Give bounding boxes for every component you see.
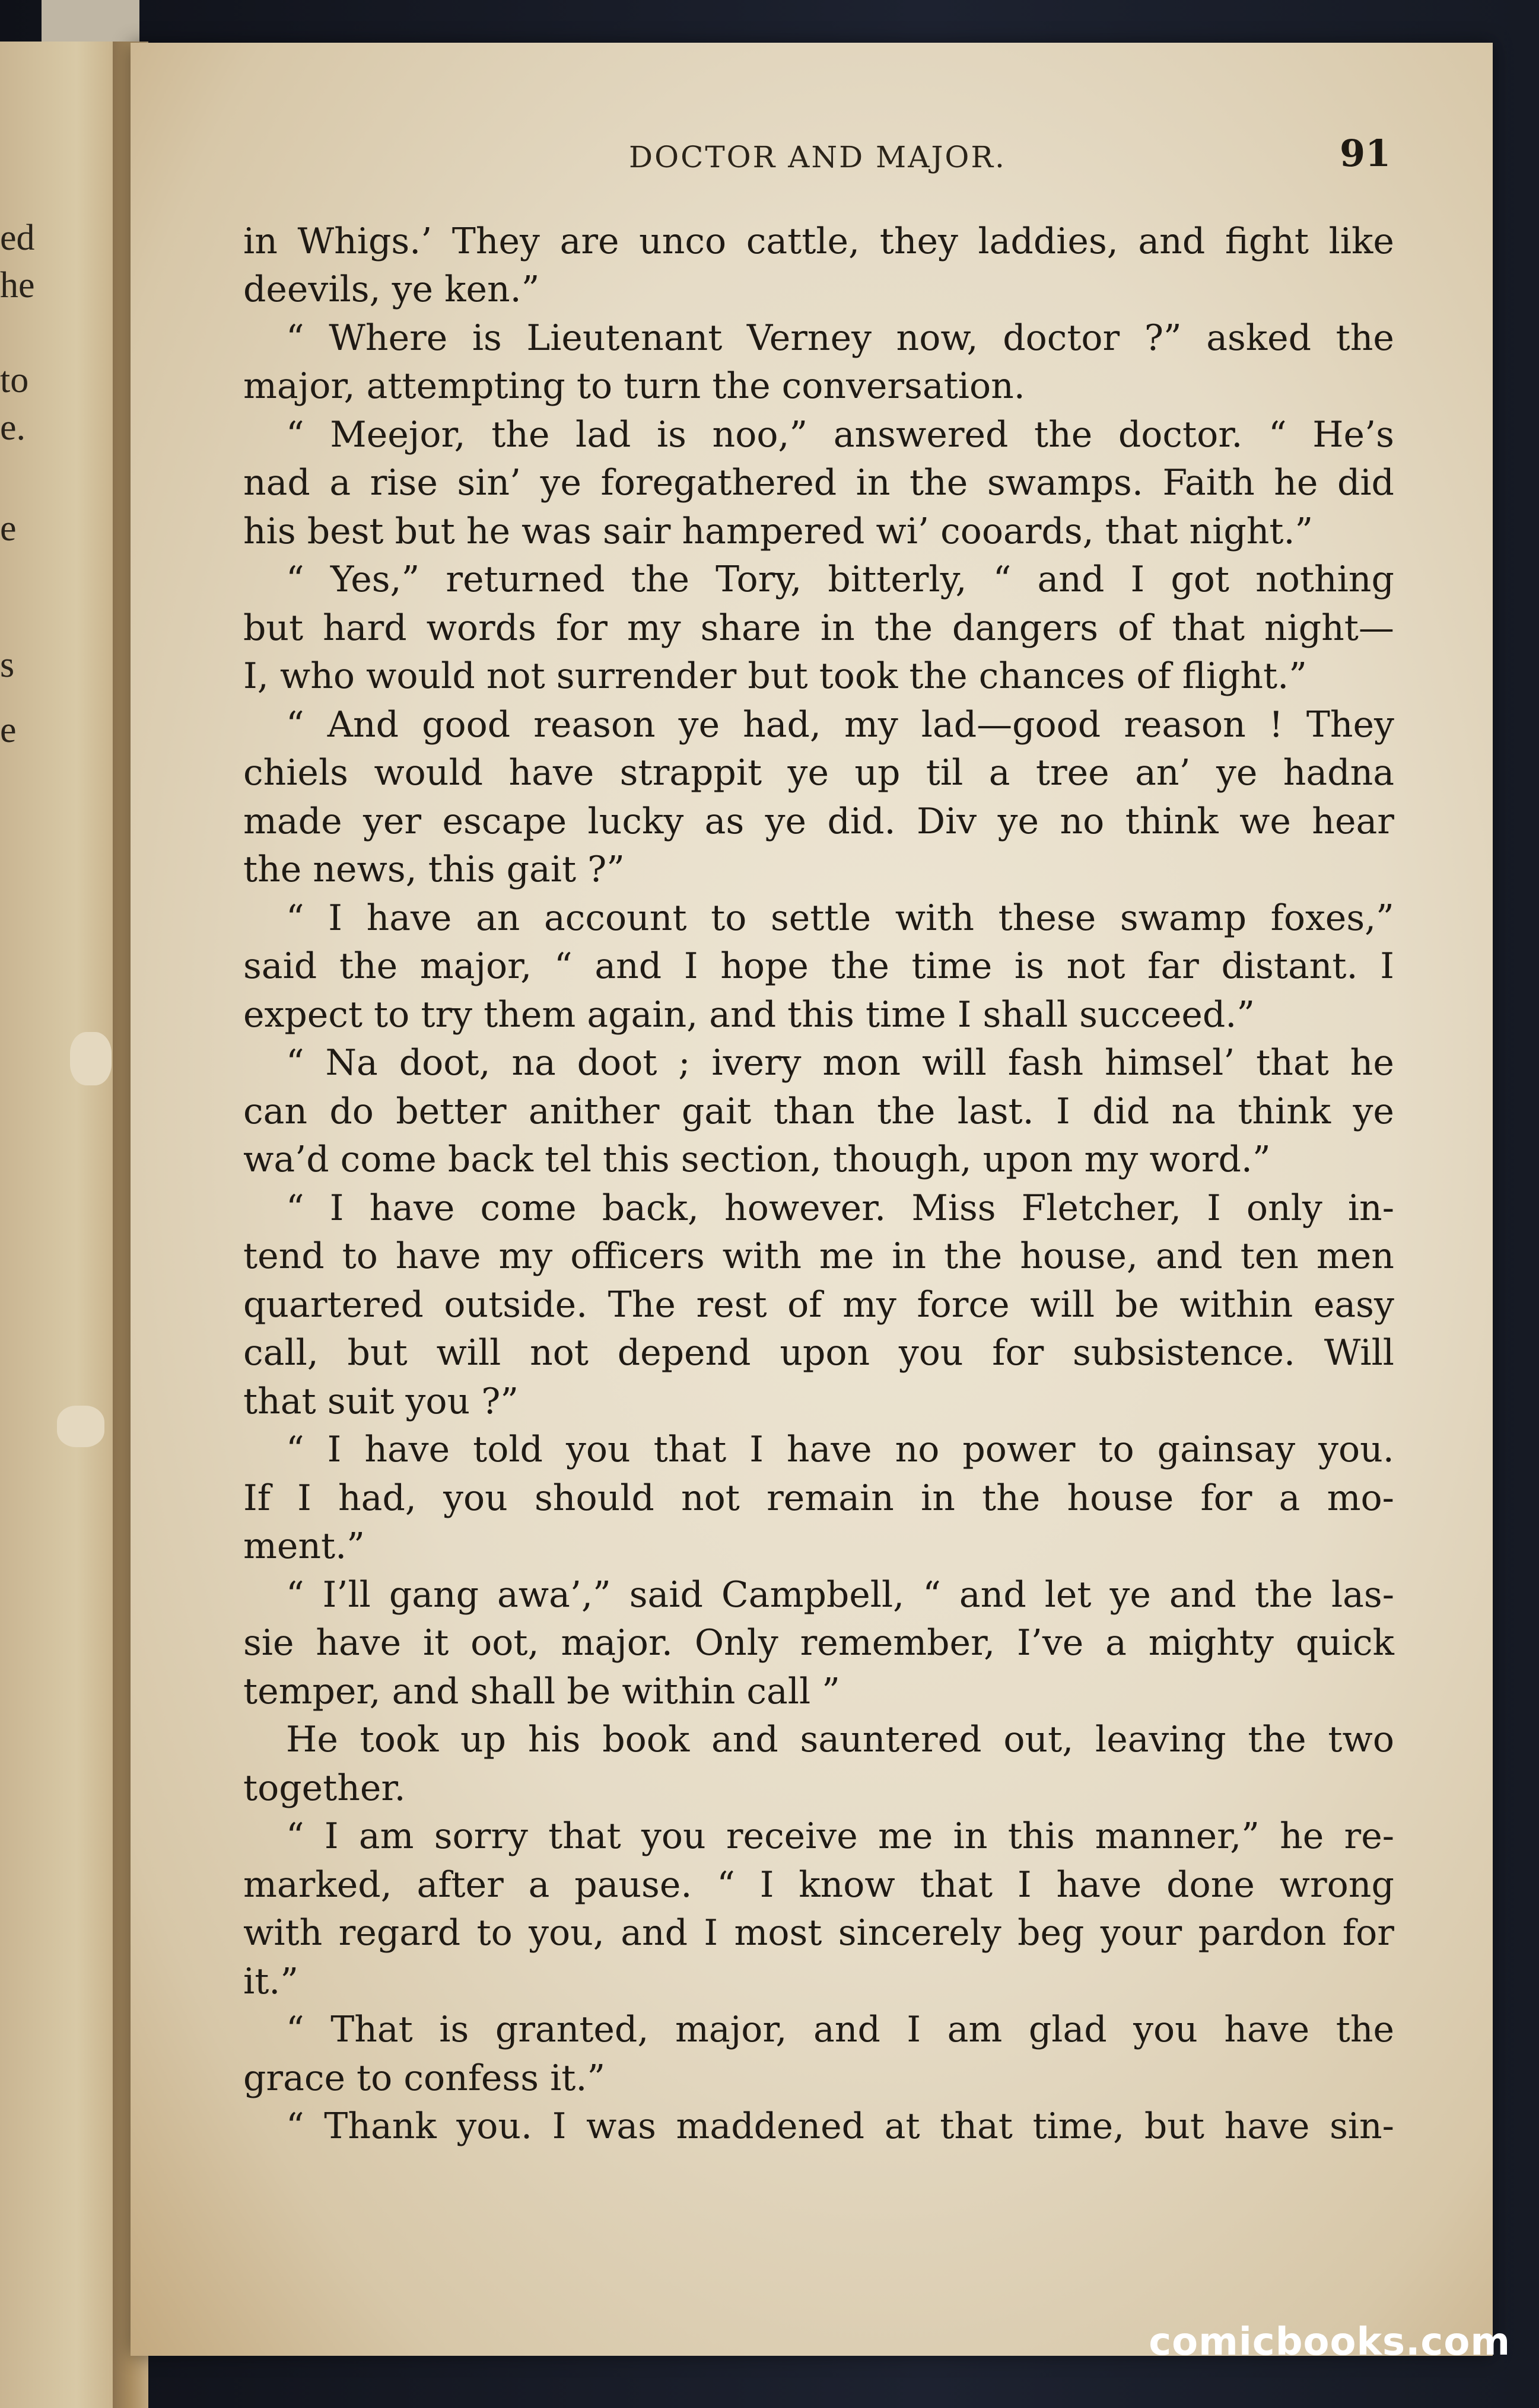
text-line: “ Where is Lieutenant Verney now, doctor ?” asked the	[286, 317, 1394, 359]
facing-page-fragment: e.	[0, 407, 26, 448]
text-line: quartered outside. The rest of my force will be within easy	[243, 1283, 1394, 1326]
page-header	[249, 132, 1436, 179]
text-line: deevils, ye ken.”	[243, 269, 540, 311]
text-line: If I had, you should not remain in the house for a mo-	[243, 1477, 1394, 1519]
text-line: “ Yes,” returned the Tory, bitterly, “ and I got nothing	[286, 559, 1394, 601]
text-line: “ Na doot, na doot ; ivery mon will fash himsel’ that he	[286, 1042, 1394, 1084]
text-line: “ Meejor, the lad is noo,” answered the doctor. “ He’s	[286, 413, 1394, 456]
text-line: He took up his book and sauntered out, leaving the two	[286, 1719, 1394, 1761]
site-watermark: comicbooks.com	[1149, 2320, 1511, 2364]
body-text	[243, 217, 1394, 2151]
text-line: major, attempting to turn the conversation.	[243, 365, 1025, 407]
text-line: in Whigs.’ They are unco cattle, they laddies, and fight like	[243, 220, 1394, 262]
text-line: expect to try them again, and this time I shall succeed.”	[243, 993, 1255, 1036]
facing-page-fragment: he	[0, 265, 35, 305]
text-line: the news, this gait ?”	[243, 849, 625, 891]
text-line: “ Thank you. I was maddened at that time, but have sin-	[286, 2106, 1394, 2148]
text-line: together.	[243, 1767, 406, 1809]
binding-edge	[42, 0, 139, 42]
text-line: marked, after a pause. “ I know that I have done wrong	[243, 1864, 1394, 1906]
text-line: “ I have come back, however. Miss Fletcher, I only in-	[286, 1187, 1394, 1229]
page-number: 91	[1340, 132, 1391, 175]
text-line: made yer escape lucky as ye did. Div ye no think we hear	[243, 800, 1394, 842]
page-tear	[57, 1406, 104, 1447]
text-line: chiels would have strappit ye up til a tree an’ ye hadna	[243, 752, 1394, 794]
text-line: it.”	[243, 1960, 299, 2002]
text-line: that suit you ?”	[243, 1380, 519, 1422]
facing-page-fragment: e	[0, 710, 17, 750]
text-line: “ And good reason ye had, my lad—good reason ! They	[286, 703, 1394, 746]
text-line: “ That is granted, major, and I am glad you have the	[286, 2009, 1394, 2051]
text-line: said the major, “ and I hope the time is not far distant. I	[243, 945, 1394, 988]
text-line: ment.”	[243, 1525, 365, 1568]
text-line: but hard words for my share in the dangers of that night—	[243, 607, 1394, 649]
text-line: “ I have an account to settle with these swamp foxes,”	[286, 897, 1394, 939]
running-head: DOCTOR AND MAJOR.	[629, 140, 1006, 174]
text-line: “ I have told you that I have no power to gainsay you.	[286, 1429, 1394, 1471]
text-line: “ I’ll gang awa’,” said Campbell, “ and let ye and the las-	[286, 1574, 1394, 1616]
page-tear	[70, 1032, 112, 1085]
text-line: grace to confess it.”	[243, 2057, 606, 2099]
text-line: with regard to you, and I most sincerely beg your pardon for	[243, 1912, 1394, 1954]
text-line: can do better anither gait than the last. I did na think ye	[243, 1090, 1394, 1132]
text-line: I, who would not surrender but took the chances of flight.”	[243, 655, 1307, 697]
facing-page-fragment: e	[0, 508, 17, 549]
text-line: nad a rise sin’ ye foregathered in the swamps. Faith he did	[243, 462, 1394, 504]
facing-page-fragment: s	[0, 645, 15, 685]
text-line: “ I am sorry that you receive me in this manner,” he re-	[286, 1815, 1394, 1858]
facing-page-fragment: ed	[0, 218, 35, 258]
facing-page-fragment: to	[0, 360, 29, 400]
text-line: wa’d come back tel this section, though, upon my word.”	[243, 1139, 1271, 1181]
text-line: sie have it oot, major. Only remember, I’ve a mighty quick	[243, 1622, 1394, 1664]
text-line: temper, and shall be within call ”	[243, 1670, 840, 1712]
text-line: call, but will not depend upon you for subsistence. Will	[243, 1332, 1394, 1374]
text-line: tend to have my officers with me in the house, and ten men	[243, 1235, 1394, 1278]
text-line: his best but he was sair hampered wi’ cooards, that night.”	[243, 510, 1314, 552]
